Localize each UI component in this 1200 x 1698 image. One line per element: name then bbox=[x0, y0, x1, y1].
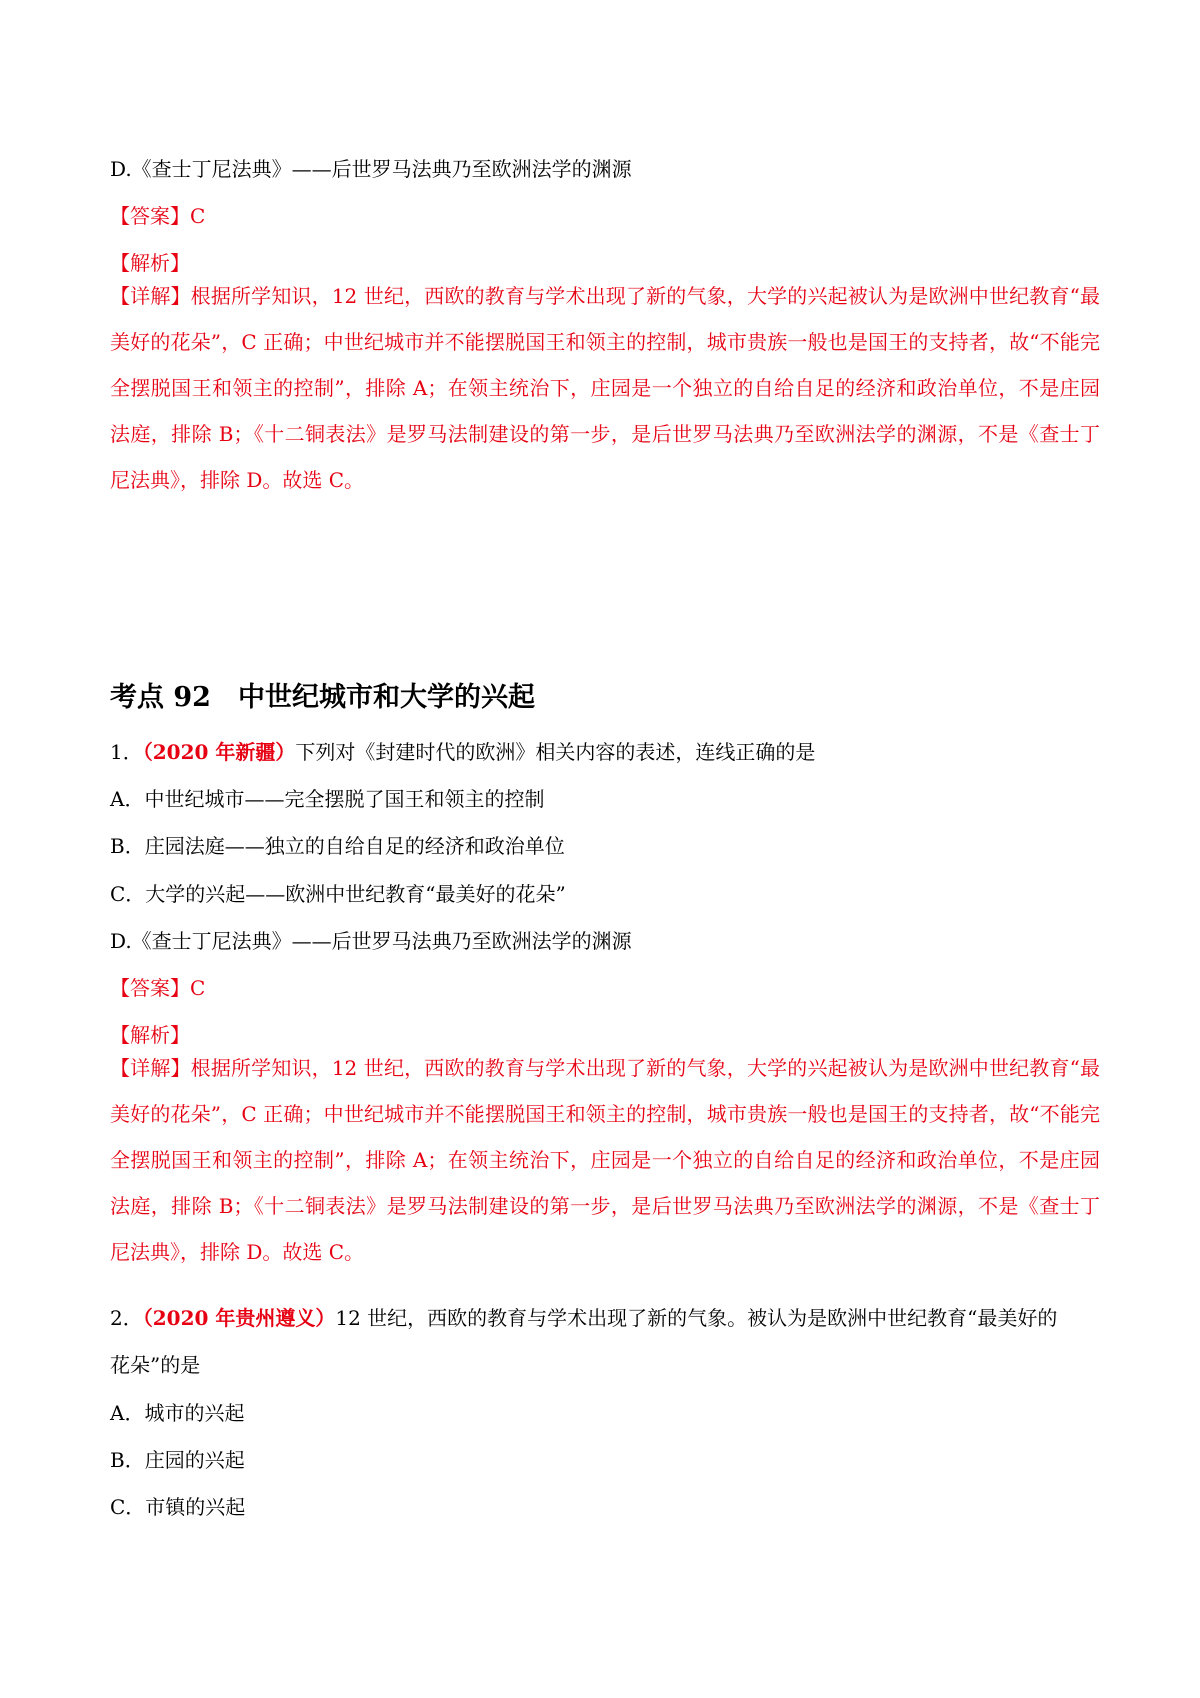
option-b: B．庄园法庭——独立的自给自足的经济和政治单位 bbox=[110, 834, 565, 858]
question-source: （2020 年贵州遵义） bbox=[142, 1306, 336, 1330]
section-title: 考点 92 中世纪城市和大学的兴起 bbox=[110, 682, 535, 713]
detail-paragraph: 【详解】根据所学知识，12 世纪，西欧的教育与学术出现了新的气象，大学的兴起被认为是欧洲中世纪教育“最美好的花朵”，C 正确；中世纪城市并不能摆脱国王和领主的控制，城市贵族一般也是国王的支持者，故“不能完全摆脱国王和领主的控制”，排除 A；在领主统治下，庄园是一个独立的自给自足的经济和政治单位，不是庄园法庭，排除 B；《十二铜表法》是罗马法制建设的第一步，是后世罗马法典乃至欧洲法学的渊源，不是《查士丁尼法典》，排除 D。故选 C。 bbox=[110, 284, 1100, 492]
detail-paragraph: 【详解】根据所学知识，12 世纪，西欧的教育与学术出现了新的气象，大学的兴起被认为是欧洲中世纪教育“最美好的花朵”，C 正确；中世纪城市并不能摆脱国王和领主的控制，城市贵族一般也是国王的支持者，故“不能完全摆脱国王和领主的控制”，排除 A；在领主统治下，庄园是一个独立的自给自足的经济和政治单位，不是庄园法庭，排除 B；《十二铜表法》是罗马法制建设的第一步，是后世罗马法典乃至欧洲法学的渊源，不是《查士丁尼法典》，排除 D。故选 C。 bbox=[110, 1056, 1100, 1264]
option-d: D.《查士丁尼法典》——后世罗马法典乃至欧洲法学的渊源 bbox=[110, 157, 632, 181]
answer-label: 【答案】C bbox=[110, 204, 206, 228]
question-number: 2． bbox=[110, 1306, 143, 1330]
question-text: 12 世纪，西欧的教育与学术出现了新的气象。被认为是欧洲中世纪教育“最美好的 bbox=[335, 1306, 1058, 1330]
question-number: 1． bbox=[110, 740, 143, 764]
option-a: A．中世纪城市——完全摆脱了国王和领主的控制 bbox=[110, 787, 545, 811]
answer-label: 【答案】C bbox=[110, 976, 206, 1000]
question-2-stem-continued: 花朵”的是 bbox=[110, 1353, 201, 1377]
question-1-stem bbox=[110, 738, 1090, 766]
option-c: C．市镇的兴起 bbox=[110, 1495, 246, 1519]
question-2-stem bbox=[110, 1304, 1090, 1332]
question-source: （2020 年新疆） bbox=[142, 740, 296, 764]
question-text: 下列对《封建时代的欧洲》相关内容的表述，连线正确的是 bbox=[295, 740, 816, 764]
option-a: A．城市的兴起 bbox=[110, 1401, 245, 1425]
option-b: B．庄园的兴起 bbox=[110, 1448, 245, 1472]
option-d: D.《查士丁尼法典》——后世罗马法典乃至欧洲法学的渊源 bbox=[110, 929, 632, 953]
option-c: C．大学的兴起——欧洲中世纪教育“最美好的花朵” bbox=[110, 882, 566, 906]
analysis-label: 【解析】 bbox=[110, 251, 190, 275]
analysis-label: 【解析】 bbox=[110, 1023, 190, 1047]
